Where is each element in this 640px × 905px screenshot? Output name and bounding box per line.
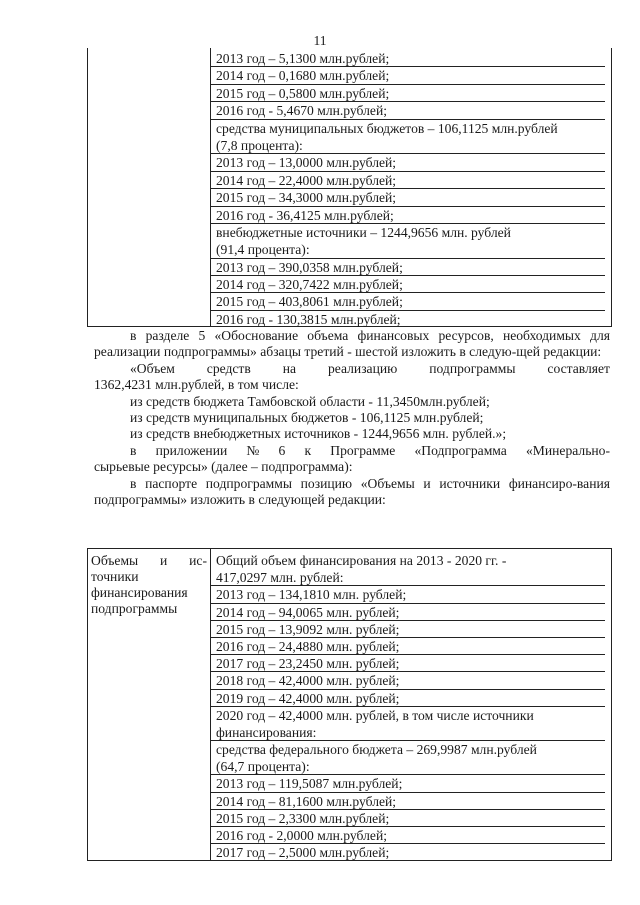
funding-table-continuation	[87, 48, 612, 327]
funding-line: (91,4 процента):	[210, 241, 605, 258]
word: «Подпрограмма	[414, 442, 507, 458]
word: подпрограммы	[429, 360, 516, 376]
funding-line: 2018 год – 42,4000 млн. рублей;	[210, 672, 605, 689]
funding-line: 2013 год – 119,5087 млн.рублей;	[210, 775, 605, 792]
funding-line: 2014 год – 320,7422 млн.рублей;	[210, 276, 605, 293]
line-regional-budget: из средств бюджета Тамбовской области - 11,3450млн.рублей;	[130, 393, 490, 409]
funding-line: 2013 год – 390,0358 млн.рублей;	[210, 259, 605, 276]
funding-line: 2016 год - 130,3815 млн.рублей;	[216, 311, 401, 327]
funding-line: 2014 год – 0,1680 млн.рублей;	[210, 67, 605, 84]
paragraph-section5: в разделе 5 «Обоснование объема финансовых ресурсов, необходимых для реализации подпрограммы» абзацы третий - шестой изложить в следую-щей редакции:	[94, 328, 610, 360]
word: Объемы	[91, 553, 139, 568]
funding-line: 2017 год – 2,5000 млн.рублей;	[216, 845, 390, 861]
word: и	[160, 553, 168, 568]
page-number: 11	[313, 33, 327, 48]
word: №	[246, 442, 260, 458]
word: «Объем	[130, 360, 175, 376]
funding-line: 2016 год - 5,4670 млн.рублей;	[210, 102, 605, 119]
line-municipal-budgets: из средств муниципальных бюджетов - 106,1125 млн.рублей;	[130, 410, 484, 426]
line-extrabudgetary: из средств внебюджетных источников - 1244,9656 млн. рублей.»;	[130, 426, 507, 442]
word: ис-	[189, 553, 207, 568]
word: приложении	[155, 442, 228, 458]
paragraph-volume-rest: 1362,4231 млн.рублей, в том числе:	[94, 377, 299, 393]
funding-line: 2015 год – 0,5800 млн.рублей;	[210, 85, 605, 102]
funding-line: 2017 год – 23,2450 млн. рублей;	[210, 655, 605, 672]
funding-line: 2016 год - 36,4125 млн.рублей;	[210, 207, 605, 224]
funding-line: 2019 год – 42,4000 млн. рублей;	[210, 690, 605, 707]
funding-line: внебюджетные источники – 1244,9656 млн. рублей	[216, 224, 511, 240]
funding-line: 2016 год - 2,0000 млн.рублей;	[210, 827, 605, 844]
funding-line: Общий объем финансирования на 2013 - 2020 гг. -	[216, 553, 507, 568]
funding-line: 2013 год – 5,1300 млн.рублей;	[210, 50, 605, 67]
word: в	[130, 442, 137, 458]
paragraph-passport: в паспорте подпрограммы позицию «Объемы и источники финансиро-вания подпрограммы» изложить в следующей редакции:	[94, 475, 610, 508]
funding-values-cell	[216, 50, 605, 328]
paragraph-appendix-rest: сырьевые ресурсы» (далее – подпрограмма):	[94, 459, 353, 475]
funding-line: 2016 год – 24,4880 млн. рублей;	[210, 638, 605, 655]
funding-line: 2014 год – 81,1600 млн.рублей;	[210, 793, 605, 810]
funding-line: 2014 год – 94,0065 млн. рублей;	[210, 604, 605, 621]
word: средств	[206, 360, 251, 376]
word: Программе	[330, 442, 396, 458]
label-row: подпрограммы	[91, 601, 178, 616]
funding-line: (64,7 процента):	[210, 758, 605, 775]
funding-line: средства муниципальных бюджетов – 106,1125 млн.рублей	[216, 120, 558, 136]
paragraph-volume-line	[94, 361, 610, 377]
label-row: финансирования	[91, 585, 188, 600]
word: реализацию	[327, 360, 398, 376]
funding-line: 2015 год – 2,3300 млн.рублей;	[210, 810, 605, 827]
funding-line: 2015 год – 403,8061 млн.рублей;	[210, 293, 605, 310]
label-row	[91, 553, 207, 569]
word: «Минерально-	[526, 442, 610, 458]
funding-line: средства федерального бюджета – 269,9987 млн.рублей	[216, 742, 537, 758]
funding-line: 2015 год – 34,3000 млн.рублей;	[210, 189, 605, 206]
funding-values-cell	[216, 552, 605, 861]
word: к	[304, 442, 312, 458]
word: 6	[278, 442, 286, 458]
amendment-text	[94, 328, 610, 508]
funding-line: 2013 год – 13,0000 млн.рублей;	[210, 154, 605, 171]
funding-line: финансирования:	[210, 724, 605, 741]
funding-line: 2015 год – 13,9092 млн. рублей;	[210, 621, 605, 638]
funding-line: (7,8 процента):	[210, 137, 605, 154]
word: на	[282, 360, 297, 376]
funding-line: 2020 год – 42,4000 млн. рублей, в том числе источники	[216, 707, 534, 723]
funding-line: 2013 год – 134,1810 млн. рублей;	[210, 586, 605, 603]
funding-line: 417,0297 млн. рублей:	[210, 569, 605, 586]
funding-line: 2014 год – 22,4000 млн.рублей;	[210, 172, 605, 189]
word: составляет	[547, 360, 610, 376]
funding-label-cell	[91, 553, 207, 617]
label-row: точники	[91, 569, 139, 584]
paragraph-appendix-line	[94, 443, 610, 459]
funding-passport-table	[87, 548, 612, 861]
